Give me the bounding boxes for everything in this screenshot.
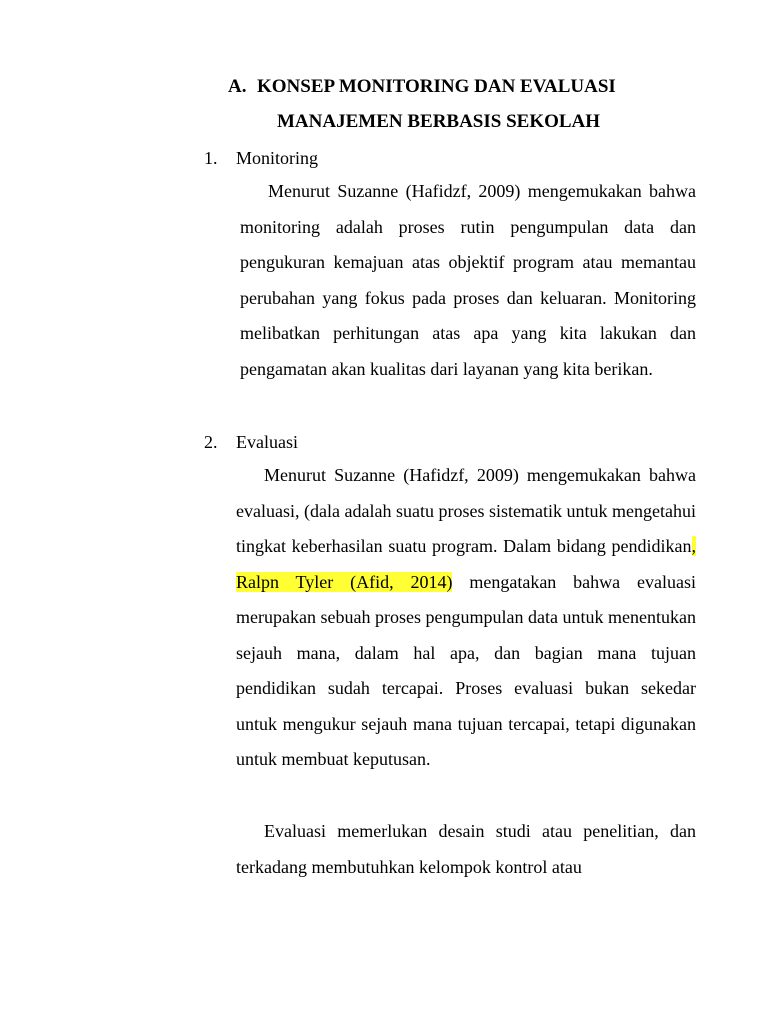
section-letter: A. xyxy=(228,76,247,97)
list-number: 2. xyxy=(204,432,218,452)
evaluasi-paragraph xyxy=(236,458,696,778)
evaluasi-paragraph-2: Evaluasi memerlukan desain studi atau penelitian, dan terkadang membutuhkan kelompok kontrol atau xyxy=(236,821,696,877)
section-heading-line-1 xyxy=(228,76,616,98)
list-item-monitoring xyxy=(204,147,318,169)
monitoring-paragraph: Menurut Suzanne (Hafidzf, 2009) mengemukakan bahwa monitoring adalah proses rutin pengumpulan data dan pengukuran kemajuan atas objektif program atau memantau perubahan yang fokus pada proses dan keluaran. Monitoring melibatkan perhitungan atas apa yang kita lakukan dan pengamatan akan kualitas dari layanan yang kita berikan. xyxy=(240,181,696,379)
list-title: Evaluasi xyxy=(236,432,298,452)
heading-title-line-1: KONSEP MONITORING DAN EVALUASI xyxy=(257,76,616,97)
list-item-evaluasi xyxy=(204,431,298,453)
list-title: Monitoring xyxy=(236,148,319,168)
paragraph-text: mengatakan bahwa evaluasi merupakan sebuah proses pengumpulan data untuk menentukan sejauh mana, dalam hal apa, dan bagian mana tujuan pendidikan sudah tercapai. Proses evaluasi bukan sekedar untuk mengukur sejauh mana tujuan tercapai, tetapi digunakan untuk membuat keputusan. xyxy=(236,571,696,769)
list-number: 1. xyxy=(204,148,218,168)
section-heading-line-2: MANAJEMEN BERBASIS SEKOLAH xyxy=(277,111,601,132)
highlighted-citation: , Ralpn Tyler (Afid, 2014) xyxy=(236,536,696,592)
paragraph-text: Menurut Suzanne (Hafidzf, 2009) mengemukakan bahwa evaluasi, (dala adalah suatu proses sistematik untuk mengetahui tingkat keberhasilan suatu program. Dalam bidang pendidikan xyxy=(236,465,696,556)
